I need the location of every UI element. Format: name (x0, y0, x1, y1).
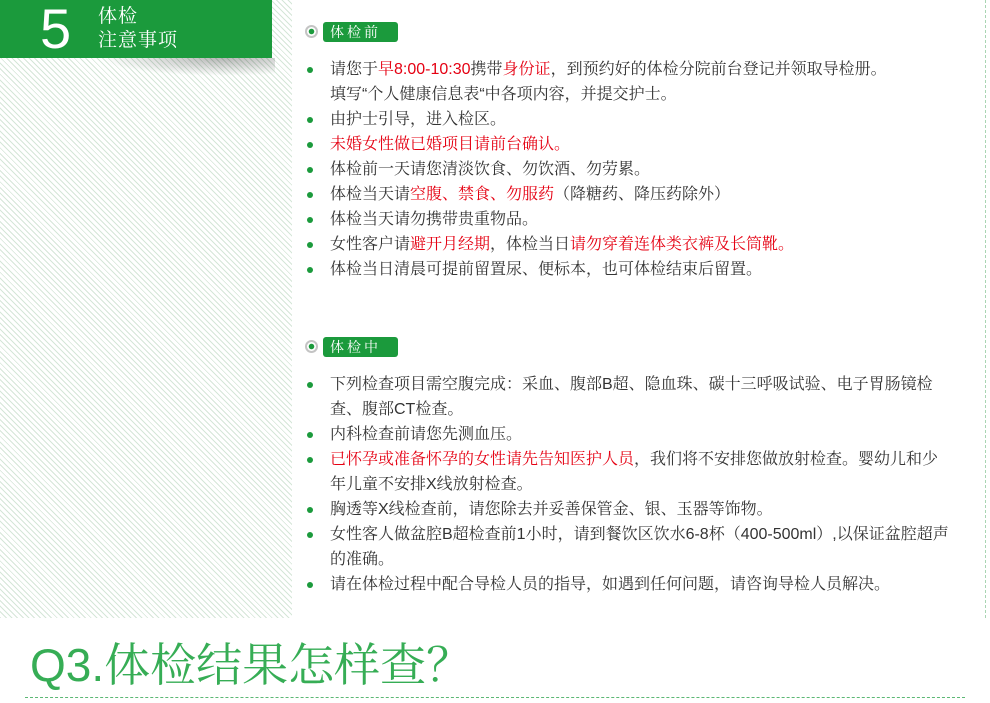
step-number: 5 (40, 0, 72, 60)
item-line (330, 232, 965, 257)
list-item (305, 157, 965, 182)
list-item (305, 257, 965, 282)
item-text: 体检前一天请您清淡饮食、勿饮酒、勿劳累。 (330, 161, 651, 178)
step-header-tab (0, 0, 272, 58)
bullet-dot-icon (307, 507, 313, 513)
bullet-dot-icon (307, 532, 313, 538)
item-line (330, 82, 965, 107)
highlight-text: 已怀孕或准备怀孕的女性请先告知医护人员 (330, 451, 635, 468)
item-line (330, 57, 965, 82)
item-text: 胸透等X线检查前，请您除去并妥善保管金、银、玉器等饰物。 (330, 501, 773, 518)
item-text: 的准确。 (330, 551, 395, 568)
radio-bullet-icon (305, 340, 318, 353)
title-dashed-underline (25, 697, 965, 698)
radio-bullet-icon (305, 25, 318, 38)
item-line (330, 422, 965, 447)
step-title-line1: 体检 (98, 6, 139, 27)
dashed-right-border (985, 0, 986, 618)
bullet-dot-icon (307, 142, 313, 148)
item-text: 查、腹部CT检查。 (330, 401, 464, 418)
bullet-dot-icon (307, 67, 313, 73)
item-text: ，体检当日 (490, 236, 571, 253)
list-item (305, 182, 965, 207)
item-line (330, 472, 965, 497)
list-item (305, 572, 965, 597)
list-item (305, 57, 965, 107)
item-line (330, 207, 965, 232)
list-item (305, 447, 965, 497)
list-item (305, 522, 965, 572)
bullet-dot-icon (307, 582, 313, 588)
item-text: 携带 (470, 61, 503, 78)
item-text: 下列检查项目需空腹完成：采血、腹部B超、隐血珠、碳十三呼吸试验、电子胃肠镜检 (330, 376, 933, 393)
bullet-dot-icon (307, 457, 313, 463)
item-text: 请在体检过程中配合导检人员的指导，如遇到任何问题，请咨询导检人员解决。 (330, 576, 891, 593)
item-text: 请您于 (330, 61, 379, 78)
item-line (330, 257, 965, 282)
highlight-text: 请勿穿着连体类衣裤及长筒靴。 (570, 236, 795, 253)
item-text: 内科检查前请您先测血压。 (330, 426, 523, 443)
item-line (330, 372, 965, 397)
item-text: 体检当天请勿携带贵重物品。 (330, 211, 539, 228)
list-item (305, 422, 965, 447)
item-text: 女性客人做盆腔B超检查前1小时，请到餐饮区饮水6-8杯（400-500ml）,以保证盆腔超声 (330, 526, 949, 543)
item-text: 年儿童不安排X线放射检查。 (330, 476, 533, 493)
item-line (330, 157, 965, 182)
highlight-text: 早8:00-10:30 (378, 61, 471, 78)
step-title-line2: 注意事项 (98, 30, 179, 51)
bullet-dot-icon (307, 267, 313, 273)
highlight-text: 避开月经期 (410, 236, 491, 253)
item-line (330, 397, 965, 422)
item-text: （降糖药、降压药除外） (554, 186, 731, 203)
item-text: 体检当天请 (330, 186, 411, 203)
list-item (305, 132, 965, 157)
notice-list (305, 57, 965, 282)
item-line (330, 497, 965, 522)
bullet-dot-icon (307, 167, 313, 173)
tab-shadow (100, 58, 275, 76)
item-line (330, 447, 965, 472)
list-item (305, 372, 965, 422)
bullet-dot-icon (307, 382, 313, 388)
item-line (330, 522, 965, 547)
step-title (98, 5, 178, 53)
bullet-dot-icon (307, 192, 313, 198)
bullet-dot-icon (307, 117, 313, 123)
item-line (330, 107, 965, 132)
section-badge: 体检中 (323, 337, 398, 357)
item-text: ，到预约好的体检分院前台登记并领取导检册。 (550, 61, 887, 78)
item-text: 体检当日清晨可提前留置尿、便标本，也可体检结束后留置。 (330, 261, 763, 278)
item-text: 填写“个人健康信息表“中各项内容，并提交护士。 (330, 86, 677, 103)
highlight-text: 空腹、禁食、勿服药 (410, 186, 555, 203)
list-item (305, 497, 965, 522)
item-line (330, 547, 965, 572)
item-text: ，我们将不安排您做放射检查。婴幼儿和少 (634, 451, 939, 468)
highlight-text: 未婚女性做已婚项目请前台确认。 (330, 136, 571, 153)
list-item (305, 107, 965, 132)
bullet-dot-icon (307, 217, 313, 223)
item-line (330, 182, 965, 207)
hatched-side-panel (0, 0, 292, 618)
question-title: Q3.体检结果怎样查？ (30, 639, 473, 691)
bullet-dot-icon (307, 242, 313, 248)
bullet-dot-icon (307, 432, 313, 438)
list-item (305, 232, 965, 257)
notice-list (305, 372, 965, 597)
item-text: 女性客户请 (330, 236, 411, 253)
item-line (330, 132, 965, 157)
highlight-text: 身份证 (502, 61, 551, 78)
item-line (330, 572, 965, 597)
item-text: 由护士引导，进入检区。 (330, 111, 507, 128)
section-badge: 体检前 (323, 22, 398, 42)
list-item (305, 207, 965, 232)
